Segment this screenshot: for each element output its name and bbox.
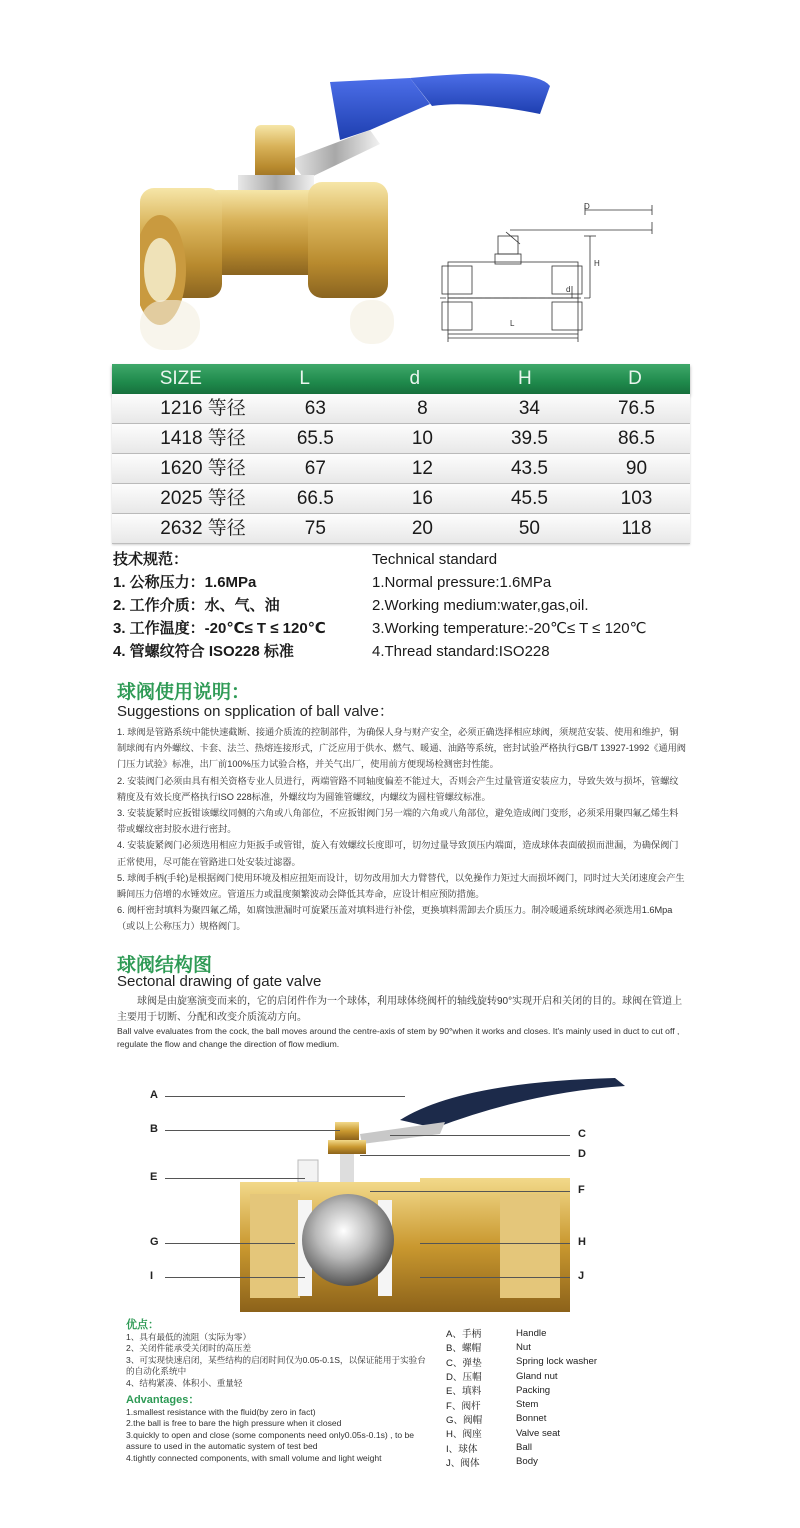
usage-note: 1. 球阀是管路系统中能快速截断、接通介质流的控制部件，为确保人身与财产安全，必须正确选择相应球阀，须规范安装、使用和维护，铜制球阀有内外螺纹、卡套、法兰、热熔连接形式，广泛应用于供水、燃气、暖通、油路等系统，密封试验严格执行GB/T 13927-1992《通用阀门压力试验》标准，出厂前100%压力试验合格，并关气出厂，使用前方便现场检测密封性能。 (117, 727, 686, 770)
dim-d: d (566, 285, 571, 294)
cell: 2632 等径 (160, 518, 246, 539)
part-cn: F、阀杆 (446, 1400, 481, 1412)
tech-en-item: 3.Working temperature:-20℃≤ T ≤ 120℃ (372, 620, 647, 637)
usage-note: 2. 安装阀门必须由具有相关资格专业人员进行，两端管路不同轴度偏差不能过大，否则会产生过量管道安装应力，导致失效与损坏，管螺纹精度及有效长度严格执行ISO 228标准，外螺纹均为圆锥管螺纹，内螺纹为圆柱管螺纹标准。 (117, 775, 679, 802)
label-B: B (150, 1123, 158, 1135)
part-cn: J、阀体 (446, 1457, 480, 1469)
cell: 1216 等径 (160, 398, 246, 419)
list-item (446, 1455, 597, 1469)
advantage-en: 3.quickly to open and close (some components need only0.05s-0.1s) , to be assure to used in the automatic system of test bed (126, 1429, 415, 1451)
leader-line-F (370, 1191, 570, 1192)
tech-cn-title: 技术规范： (113, 551, 189, 568)
advantages (126, 1320, 426, 1464)
cell: 8 (417, 398, 428, 419)
cell: 1418 等径 (160, 428, 246, 449)
list-item (446, 1326, 597, 1340)
cell: 65.5 (296, 428, 334, 449)
advantages-title-cn: 优点： (126, 1319, 159, 1331)
cell: 76.5 (617, 398, 655, 419)
parts-list (446, 1326, 597, 1469)
part-en: Stem (516, 1399, 539, 1411)
table-row (112, 454, 690, 484)
dimension-drawing (440, 200, 665, 350)
part-en: Gland nut (516, 1370, 558, 1382)
tech-cn-item: 2. 工作介质：水、气、油 (113, 597, 280, 614)
label-F: F (578, 1184, 585, 1196)
col-H: H (517, 368, 532, 389)
cell: 2025 等径 (160, 488, 246, 509)
section-title-cn: 球阀结构图 (117, 955, 213, 976)
dim-L: L (510, 319, 515, 328)
usage-note: 6. 阀杆密封填料为聚四氟乙烯，如腐蚀泄漏时可旋紧压盖对填料进行补偿，更换填料需卸去介质压力。制冷暖通系统球阀必须选用1.6Mpa（或以上公称压力）规格阀门。 (117, 905, 673, 932)
label-H: H (578, 1236, 586, 1248)
tech-cn-item: 4. 管螺纹符合 ISO228 标准 (113, 643, 294, 660)
spec-table (112, 364, 690, 544)
list-item (446, 1426, 597, 1440)
part-en: Valve seat (516, 1427, 561, 1439)
table-row (112, 424, 690, 454)
usage-title-cn: 球阀使用说明： (117, 682, 251, 703)
list-item (446, 1397, 597, 1411)
cell: 39.5 (510, 428, 548, 449)
part-cn: H、阀座 (446, 1429, 482, 1441)
part-cn: B、螺帽 (446, 1343, 482, 1355)
col-L: L (299, 368, 310, 389)
part-en: Spring lock washer (516, 1356, 598, 1368)
advantage-en: 1.smallest resistance with the fluid(by zero in fact) (126, 1406, 316, 1417)
col-size: SIZE (159, 368, 202, 389)
cell: 12 (411, 458, 433, 479)
cell: 34 (518, 398, 540, 419)
leader-line-I (165, 1277, 305, 1278)
label-C: C (578, 1128, 586, 1140)
cell: 90 (625, 458, 648, 479)
list-item (446, 1355, 597, 1369)
label-E: E (150, 1171, 158, 1183)
list-item (446, 1412, 597, 1426)
leader-line-C (390, 1135, 570, 1136)
leader-line-G (165, 1243, 295, 1244)
section-intro-en: Ball valve evaluates from the cock, the ball moves around the centre-axis of stem by 90°when it works and closes. It's mainly used in duct to cut off , regulate the flow and change the direction of flow medium. (117, 1026, 680, 1049)
usage-note: 3. 安装旋紧时应扳钳该螺纹同侧的六角或八角部位，不应扳钳阀门另一端的六角或八角部位，避免造成阀门变形，必须采用聚四氟乙烯生料带或螺纹密封胶水进行密封。 (117, 808, 679, 835)
advantage-en: 2.the ball is free to bare the high pressure when it closed (126, 1418, 342, 1428)
cell: 67 (304, 458, 326, 479)
table-row (112, 484, 690, 514)
dim-H: H (594, 259, 600, 268)
part-en: Ball (516, 1442, 532, 1454)
part-cn: I、球体 (446, 1443, 478, 1455)
leader-line-H (420, 1243, 570, 1244)
leader-line-B (165, 1130, 340, 1131)
label-A: A (150, 1089, 158, 1101)
part-cn: C、弹垫 (446, 1357, 482, 1369)
cell: 63 (304, 398, 326, 419)
tech-standard-en (372, 548, 646, 663)
cutaway-valve-drawing (230, 1072, 630, 1312)
cell: 1620 等径 (160, 458, 246, 479)
part-cn: A、手柄 (446, 1329, 482, 1341)
part-en: Bonnet (516, 1413, 547, 1425)
col-D: D (628, 368, 642, 389)
advantage-cn: 1、具有最低的流阻（实际为零） (126, 1331, 252, 1342)
list-item (446, 1369, 597, 1383)
leader-line-A (165, 1096, 405, 1097)
col-d: d (409, 368, 421, 389)
part-cn: D、压帽 (446, 1372, 482, 1384)
cell: 45.5 (510, 488, 548, 509)
usage-notes (117, 724, 687, 935)
cell: 66.5 (296, 488, 334, 509)
tech-cn-item: 1. 公称压力：1.6MPa (113, 574, 257, 591)
label-I: I (150, 1270, 154, 1282)
part-en: Packing (516, 1384, 551, 1396)
section-intro-cn: 球阀是由旋塞演变而来的，它的启闭件作为一个球体，利用球体绕阀杆的轴线旋转90°实现开启和关闭的目的。球阀在管道上主要用于切断、分配和改变介质流动方向。 (117, 996, 683, 1023)
section-title-en: Sectonal drawing of gate valve (117, 973, 322, 990)
usage-note: 4. 安装旋紧阀门必须选用相应力矩扳手或管钳，旋入有效螺纹长度即可，切勿过量导致顶压内端面，造成球体表面破损而泄漏，为确保阀门正常使用，尽可能在管路进口处安装过滤器。 (117, 840, 679, 867)
tech-standard-cn (113, 548, 326, 663)
list-item (446, 1383, 597, 1397)
label-G: G (150, 1236, 159, 1248)
table-row (112, 514, 690, 544)
list-item (446, 1440, 597, 1454)
tech-en-item: 4.Thread standard:ISO228 (372, 643, 550, 660)
cell: 43.5 (510, 458, 548, 479)
leader-line-J (420, 1277, 570, 1278)
cell: 75 (304, 518, 326, 539)
label-D: D (578, 1148, 586, 1160)
cell: 103 (620, 488, 653, 509)
usage-title-en: Suggestions on spplication of ball valve： (117, 703, 394, 720)
tech-cn-item: 3. 工作温度：-20℃≤ T ≤ 120℃ (113, 620, 326, 637)
part-en: Nut (516, 1341, 531, 1353)
part-cn: E、填料 (446, 1386, 482, 1398)
cell: 20 (411, 518, 433, 539)
advantage-cn: 3、可实现快速启闭，某些结构的启闭时间仅为0.05-0.1S，以保证能用于实验台的自动化系统中 (126, 1354, 426, 1376)
tech-en-item: 2.Working medium:water,gas,oil. (372, 597, 589, 614)
part-en: Handle (516, 1327, 547, 1339)
cell: 16 (411, 488, 433, 509)
advantages-title-en: Advantages： (126, 1394, 200, 1406)
cell: 50 (518, 518, 540, 539)
cell: 118 (621, 518, 652, 539)
cell: 86.5 (617, 428, 655, 449)
part-cn: G、阀帽 (446, 1414, 483, 1426)
part-en: Body (516, 1456, 538, 1468)
advantage-en: 4.tightly connected components, with small volume and light weight (126, 1452, 382, 1463)
leader-line-E (165, 1178, 305, 1179)
advantage-cn: 4、结构紧凑、体积小、重量轻 (126, 1377, 243, 1388)
label-J: J (578, 1270, 585, 1282)
spec-table-header (112, 364, 690, 394)
advantage-cn: 2、关闭件能承受关闭时的高压差 (126, 1343, 252, 1353)
dim-D: D (584, 202, 590, 211)
tech-en-title: Technical standard (372, 551, 498, 568)
list-item (446, 1340, 597, 1354)
leader-line-D (360, 1155, 570, 1156)
table-row (112, 394, 690, 424)
usage-note: 5. 球阀手柄(手轮)是根据阀门使用环境及相应扭矩而设计，切勿改用加大力臂替代，以免操作力矩过大而损坏阀门，同时过大关闭速度会产生瞬间压力倍增的水锤效应。管道压力或温度频繁波动会降低其寿命，应设计相应预防措施。 (117, 872, 685, 900)
cell: 10 (411, 428, 433, 449)
tech-en-item: 1.Normal pressure:1.6MPa (372, 574, 552, 591)
